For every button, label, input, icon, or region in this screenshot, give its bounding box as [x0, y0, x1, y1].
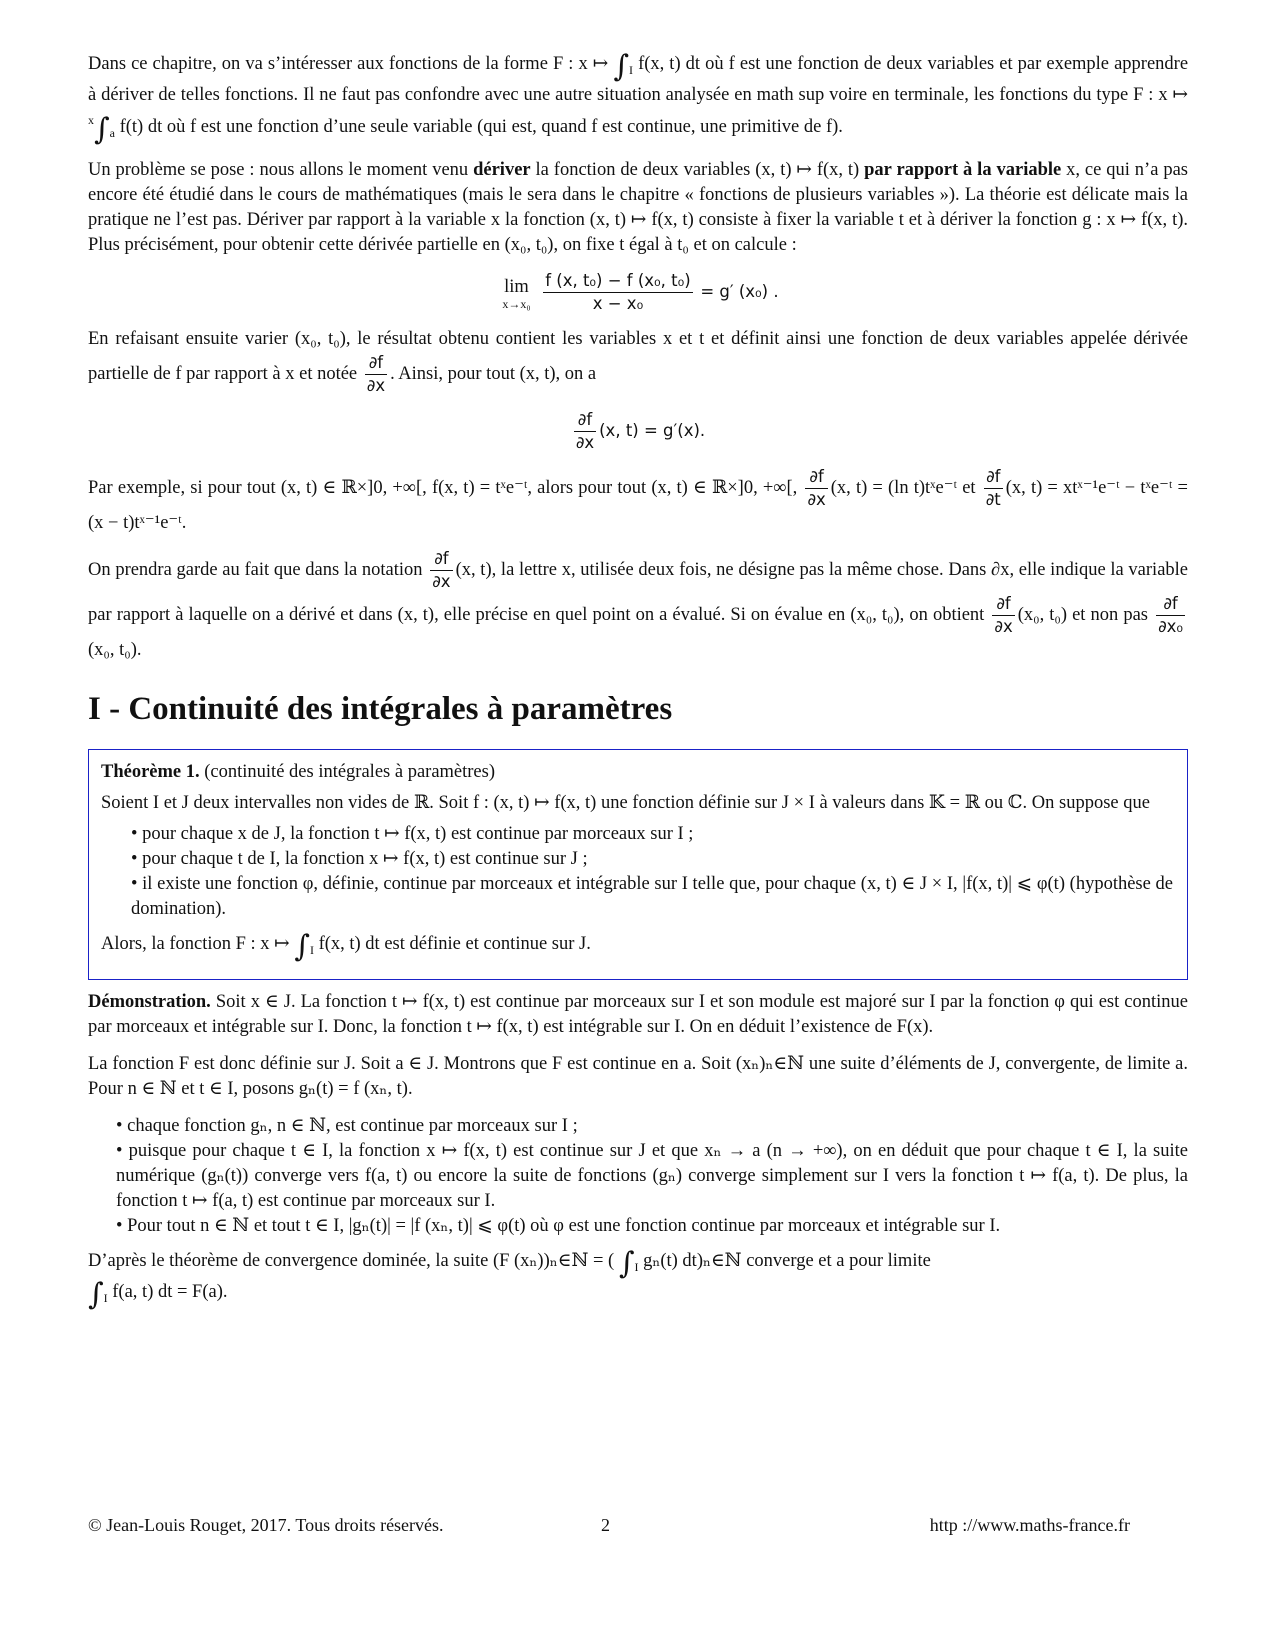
- theorem-header: [101, 760, 1173, 785]
- partial-derivative-fraction: [805, 466, 827, 511]
- partial-derivative-fraction: [1156, 593, 1185, 638]
- integral-symbol: ∫: [88, 1277, 104, 1312]
- theorem-box: [88, 749, 1188, 980]
- denominator: ∂x: [994, 617, 1013, 636]
- theorem-label: Théorème 1.: [101, 762, 200, 782]
- text: f(a, t) dt = F(a).: [112, 1282, 228, 1302]
- integral-bound: I: [629, 63, 633, 77]
- numerator: ∂f: [1156, 593, 1185, 616]
- proof-conclusion: [88, 1246, 1188, 1312]
- integral-symbol: ∫: [94, 112, 110, 147]
- document-page: [88, 49, 1189, 1323]
- text: (x₀, t₀) et non pas: [1017, 604, 1148, 625]
- integral-bound: I: [309, 943, 314, 957]
- limit-operator: [500, 276, 532, 310]
- text: On prendra garde au fait que dans la notation: [88, 559, 423, 580]
- theorem-statement: Soient I et J deux intervalles non vides de ℝ. Soit f : (x, t) ↦ f(x, t) une fonction définie sur J × I à valeurs dans 𝕂 = ℝ ou ℂ. On suppose que: [101, 793, 1150, 813]
- website-link[interactable]: http ://www.maths-france.fr: [929, 1515, 1130, 1535]
- text: f(x, t) dt est définie et continue sur J.: [318, 934, 591, 954]
- equation-rhs: (x, t) = g′(x).: [599, 420, 706, 440]
- intro-paragraph-3: [88, 327, 1188, 397]
- partial-derivative-fraction: [430, 548, 452, 593]
- text: En refaisant ensuite varier (x₀, t₀), le résultat obtenu contient les variables x et t et définit ainsi une fonction de deux variables appelée dérivée partielle de f par rapport à x et notée: [88, 329, 1188, 384]
- text: (x, t) = (ln t)tˣe⁻ᵗ: [830, 477, 958, 498]
- partial-derivative-fraction: [574, 409, 596, 454]
- denominator: ∂x: [575, 433, 595, 452]
- lim-subscript: x→x₀: [502, 296, 531, 311]
- partial-derivative-fraction: [365, 352, 387, 397]
- text: Par exemple, si pour tout (x, t) ∈ ℝ×]0, +∞[, f(x, t) = tˣe⁻ᵗ, alors pour tout (x, t) ∈ ℝ×]0, +∞[,: [88, 477, 798, 498]
- text: D’après le théorème de convergence dominée, la suite (F (xₙ))ₙ∈ℕ = (: [88, 1251, 615, 1271]
- text: f(t) dt où f est une fonction d’une seule variable (qui est, quand f est continue, une primitive de f).: [119, 117, 843, 137]
- list-item: • pour chaque t de I, la fonction x ↦ f(x, t) est continue sur J ;: [131, 847, 1173, 872]
- denominator: x − x₀: [592, 294, 644, 313]
- theorem-conclusion: [101, 929, 1173, 964]
- text: Soit x ∈ J. La fonction t ↦ f(x, t) est continue par morceaux sur I et son module est majoré sur I par la fonction φ qui est continue par morceaux et intégrable sur I. Donc, la fonction t ↦ f(x, t) est intégrable sur I. On en déduit l’existence de F(x).: [88, 992, 1189, 1037]
- text: Alors, la fonction F : x ↦: [101, 934, 290, 954]
- intro-paragraph-1: [88, 49, 1189, 147]
- intro-paragraph-2: [88, 158, 1188, 258]
- text: gₙ(t) dt)ₙ∈ℕ converge et a pour limite: [643, 1251, 931, 1271]
- limit-equation: [88, 270, 1188, 315]
- bold-text: par rapport à la variable: [864, 160, 1062, 180]
- integral-symbol: ∫: [618, 1246, 635, 1281]
- numerator: ∂f: [365, 352, 387, 375]
- notation-paragraph: [88, 548, 1188, 663]
- text: (x, t) = xtˣ⁻¹e⁻ᵗ − tˣe⁻ᵗ = (x − t)tˣ⁻¹e⁻ᵗ.: [88, 477, 1188, 533]
- difference-quotient: [543, 270, 692, 315]
- lim-text: lim: [504, 276, 529, 297]
- copyright-notice: © Jean-Louis Rouget, 2017. Tous droits réservés.: [88, 1515, 444, 1535]
- partial-derivative-equation: [88, 409, 1188, 454]
- proof-paragraph-2: La fonction F est donc définie sur J. Soit a ∈ J. Montrons que F est continue en a. Soit (xₙ)ₙ∈ℕ une suite d’éléments de J, convergente, de limite a. Pour n ∈ ℕ et t ∈ I, posons gₙ(t) = f (xₙ, t).: [88, 1054, 1188, 1099]
- partial-derivative-fraction: [984, 466, 1003, 511]
- text: f(x, t) dt où f est une fonction de deux variables et par exemple apprendre à dériver de telles fonctions. Il ne faut pas confondre avec une autre situation analysée en math sup voire en terminale, les fonctions du type F : x ↦: [88, 54, 1189, 105]
- list-item: • chaque fonction gₙ, n ∈ ℕ, est continue par morceaux sur I ;: [116, 1114, 1188, 1139]
- text: Un problème se pose : nous allons le moment venu: [88, 160, 469, 180]
- bold-text: dériver: [473, 160, 531, 180]
- text: la fonction de deux variables (x, t) ↦ f(x, t): [535, 160, 860, 180]
- numerator: f (x, t₀) − f (x₀, t₀): [543, 270, 692, 293]
- proof-label: Démonstration.: [88, 992, 211, 1012]
- numerator: ∂f: [574, 409, 596, 432]
- text: et: [962, 477, 976, 498]
- example-paragraph: [88, 466, 1188, 536]
- text: (x₀, t₀).: [88, 640, 142, 660]
- denominator: ∂x₀: [1158, 617, 1183, 636]
- integral-symbol: ∫: [294, 929, 310, 964]
- theorem-subtitle: (continuité des intégrales à paramètres): [204, 762, 495, 782]
- numerator: ∂f: [992, 593, 1014, 616]
- section-title: I - Continuité des intégrales à paramètres: [88, 691, 673, 727]
- limit-rhs: = g′ (x₀) .: [700, 281, 779, 301]
- proof-paragraph-1: [88, 990, 1188, 1040]
- text: . Ainsi, pour tout (x, t), on a: [390, 363, 597, 384]
- list-item: • pour chaque x de J, la fonction t ↦ f(x, t) est continue par morceaux sur I ;: [131, 822, 1173, 847]
- numerator: ∂f: [984, 466, 1003, 489]
- integral-upper-bound: x: [88, 113, 94, 127]
- text: x, ce qui n’a pas encore été étudié dans le cours de mathématiques (mais le sera dans le chapitre « fonctions de plusieurs variables »). La théorie est délicate mais la pratique ne l’est pas. Dériver par rapport à la variable x la fonction (x, t) ↦ f(x, t) consiste à fixer la variable t et à dériver la fonction g : x ↦ f(x, t). Plus précisément, pour obtenir cette dérivée partielle en (x₀, t₀), on fixe t égal à t₀ et on calcule :: [88, 160, 1188, 255]
- integral-symbol: ∫: [613, 49, 629, 84]
- integral-bound: I: [634, 1260, 639, 1274]
- partial-derivative-fraction: [992, 593, 1014, 638]
- proof-steps: [88, 1114, 1188, 1239]
- theorem-hypotheses: [101, 822, 1173, 922]
- integral-bound: I: [103, 1291, 108, 1305]
- integral-lower-bound: a: [109, 126, 115, 140]
- denominator: ∂x: [366, 376, 386, 395]
- list-item: • il existe une fonction φ, définie, continue par morceaux et intégrable sur I telle que, pour chaque (x, t) ∈ J × I, |f(x, t)| ⩽ φ(t) (hypothèse de domination).: [131, 872, 1173, 922]
- numerator: ∂f: [430, 548, 452, 571]
- list-item: • puisque pour chaque t ∈ I, la fonction x ↦ f(x, t) est continue sur J et que xₙ → a (n → +∞), on en déduit que pour chaque t ∈ I, la suite numérique (gₙ(t)) converge vers f(a, t) ou encore la suite de fonctions (gₙ) converge simplement sur I vers la fonction t ↦ f(a, t). De plus, la fonction t ↦ f(a, t) est continue par morceaux sur I.: [116, 1139, 1188, 1214]
- denominator: ∂x: [432, 572, 451, 591]
- list-item: • Pour tout n ∈ ℕ et tout t ∈ I, |gₙ(t)| = |f (xₙ, t)| ⩽ φ(t) où φ est une fonction continue par morceaux et intégrable sur I.: [116, 1214, 1188, 1239]
- text: (x, t), la lettre x, utilisée deux fois, ne désigne pas la même chose. Dans ∂x, elle indique la variable par rapport à laquelle on a dérivé et dans (x, t), elle précise en quel point on a évalué. Si on évalue en (x₀, t₀), on obtient: [88, 559, 1189, 625]
- text: Dans ce chapitre, on va s’intéresser aux fonctions de la forme F : x ↦: [88, 54, 609, 74]
- denominator: ∂t: [985, 490, 1001, 509]
- page-number: 2: [601, 1515, 610, 1535]
- numerator: ∂f: [805, 466, 827, 489]
- denominator: ∂x: [807, 490, 826, 509]
